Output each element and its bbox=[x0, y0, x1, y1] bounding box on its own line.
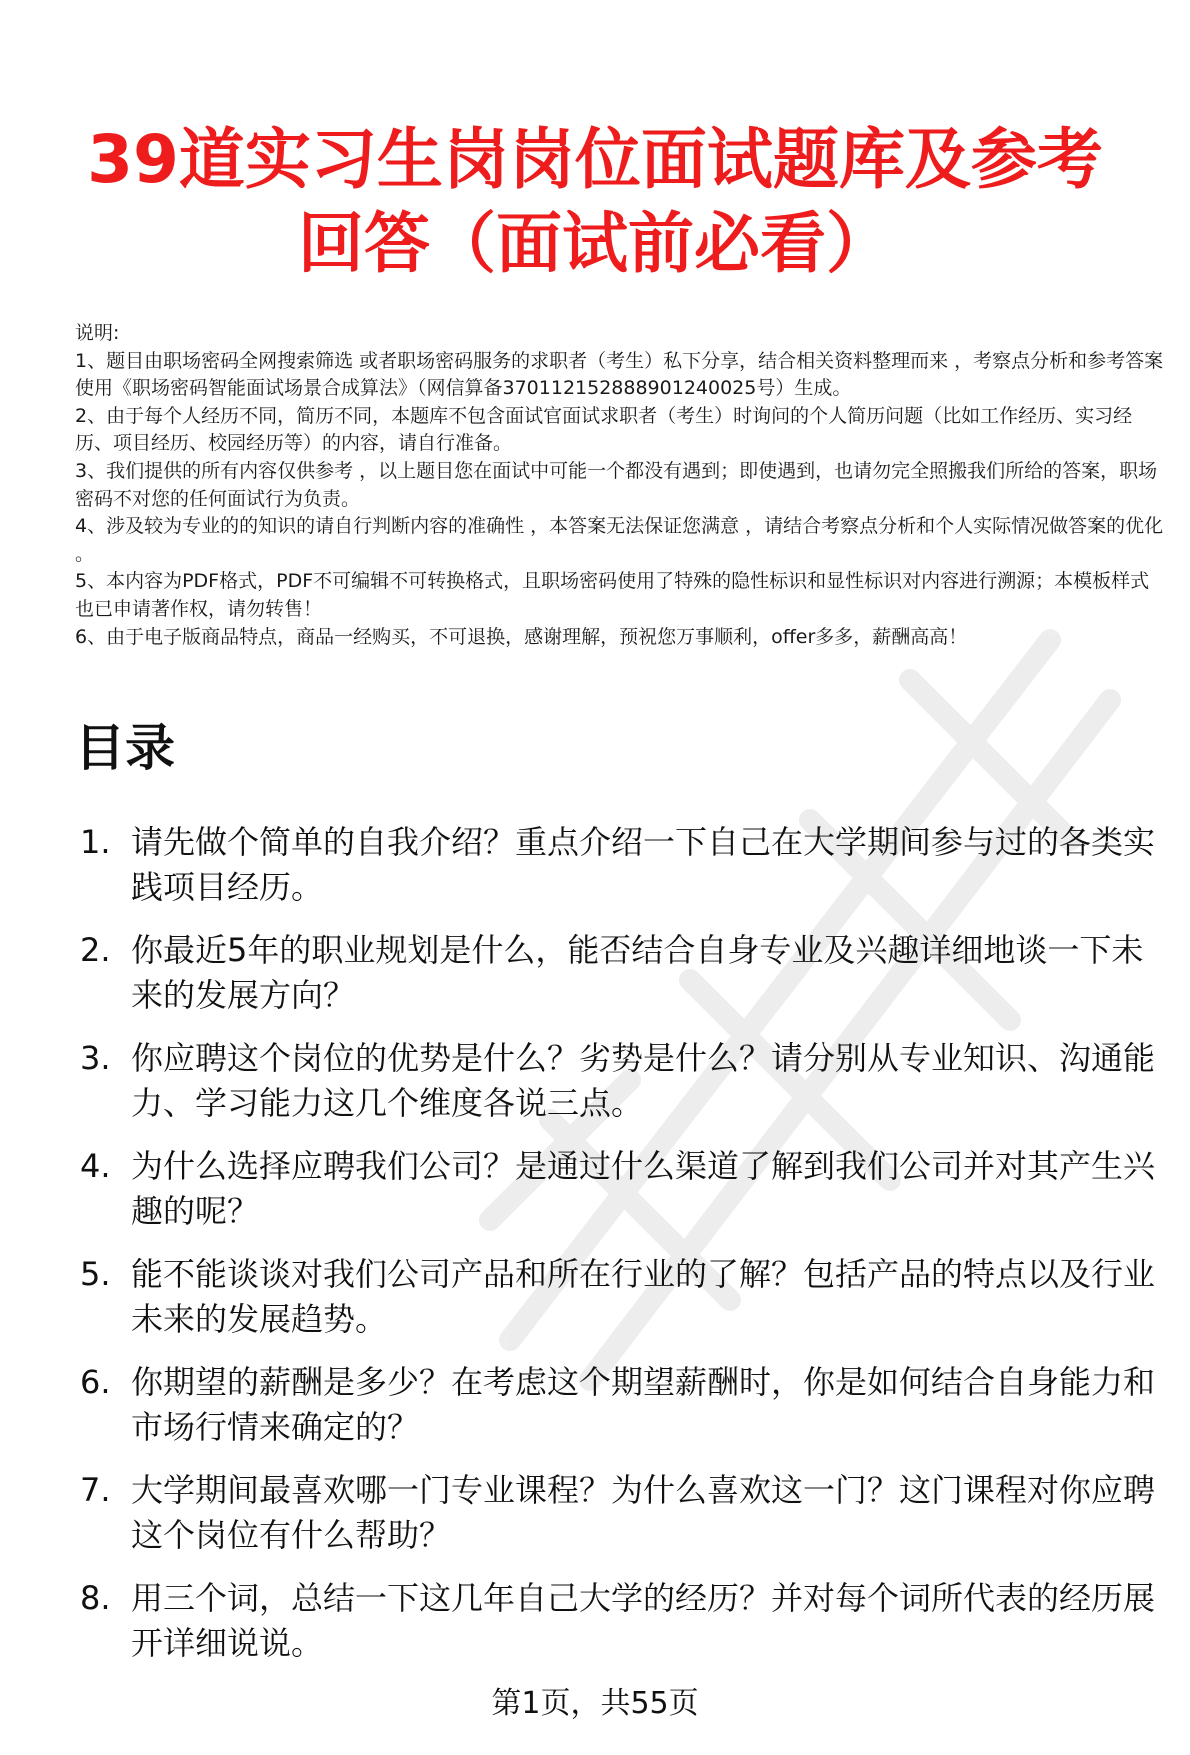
toc-item-number: 7. bbox=[80, 1471, 111, 1509]
toc-item-number: 6. bbox=[80, 1363, 111, 1401]
toc-item-number: 1. bbox=[80, 823, 111, 861]
toc-item-number: 3. bbox=[80, 1039, 111, 1077]
toc-item[interactable] bbox=[75, 1252, 1170, 1342]
toc-item[interactable] bbox=[75, 820, 1170, 910]
toc-item-text: 为什么选择应聘我们公司？是通过什么渠道了解到我们公司并对其产生兴趣的呢？ bbox=[131, 1147, 1156, 1230]
toc-item[interactable] bbox=[75, 928, 1170, 1018]
notes-section bbox=[75, 320, 1165, 651]
toc-item-text: 你最近5年的职业规划是什么，能否结合自身专业及兴趣详细地谈一下未来的发展方向？ bbox=[131, 931, 1144, 1014]
toc-item[interactable] bbox=[75, 1360, 1170, 1450]
toc-item-text: 你期望的薪酬是多少？在考虑这个期望薪酬时，你是如何结合自身能力和市场行情来确定的？ bbox=[131, 1363, 1156, 1446]
note-item: 1、题目由职场密码全网搜索筛选 或者职场密码服务的求职者（考生）私下分享，结合相关资料整理而来 ，考察点分析和参考答案使用《职场密码智能面试场景合成算法》（网信算备370112152888901240025号）生成。 bbox=[75, 349, 1164, 400]
toc-item[interactable] bbox=[75, 1468, 1170, 1558]
note-item: 6、由于电子版商品特点，商品一经购买，不可退换，感谢理解，预祝您万事顺利，offer多多，薪酬高高！ bbox=[75, 625, 968, 648]
toc-item-number: 5. bbox=[80, 1255, 111, 1293]
toc-item[interactable] bbox=[75, 1144, 1170, 1234]
toc-item-text: 用三个词，总结一下这几年自己大学的经历？并对每个词所代表的经历展开详细说说。 bbox=[131, 1579, 1156, 1662]
toc-item-number: 2. bbox=[80, 931, 111, 969]
toc-list bbox=[75, 820, 1170, 1684]
toc-item[interactable] bbox=[75, 1036, 1170, 1126]
note-item: 4、涉及较为专业的的知识的请自行判断内容的准确性 ，本答案无法保证您满意 ，请结合考察点分析和个人实际情况做答案的优化 。 bbox=[75, 515, 1164, 565]
document-title: 39道实习生岗岗位面试题库及参考回答（面试前必看） bbox=[87, 121, 1103, 282]
note-item: 5、本内容为PDF格式，PDF不可编辑不可转换格式，且职场密码使用了特殊的隐性标识和显性标识对内容进行溯源；本模板样式也已申请著作权，请勿转售！ bbox=[75, 570, 1150, 620]
notes-heading: 说明: bbox=[75, 322, 120, 344]
note-item: 2、由于每个人经历不同，简历不同，本题库不包含面试官面试求职者（考生）时询问的个人简历问题（比如工作经历、实习经历、项目经历、校园经历等）的内容，请自行准备。 bbox=[75, 404, 1133, 455]
toc-item-number: 8. bbox=[80, 1579, 111, 1617]
page-footer: 第1页，共55页 bbox=[491, 1686, 699, 1721]
toc-item-text: 能不能谈谈对我们公司产品和所在行业的了解？包括产品的特点以及行业未来的发展趋势。 bbox=[131, 1255, 1156, 1338]
toc-heading: 目录 bbox=[75, 719, 175, 777]
note-item: 3、我们提供的所有内容仅供参考 ，以上题目您在面试中可能一个都没有遇到；即使遇到，也请勿完全照搬我们所给的答案，职场密码不对您的任何面试行为负责。 bbox=[75, 459, 1158, 510]
toc-item-text: 大学期间最喜欢哪一门专业课程？为什么喜欢这一门？这门课程对你应聘这个岗位有什么帮助？ bbox=[131, 1471, 1156, 1554]
toc-item-text: 请先做个简单的自我介绍？重点介绍一下自己在大学期间参与过的各类实践项目经历。 bbox=[131, 823, 1156, 906]
toc-item[interactable] bbox=[75, 1576, 1170, 1666]
toc-item-text: 你应聘这个岗位的优势是什么？劣势是什么？请分别从专业知识、沟通能力、学习能力这几个维度各说三点。 bbox=[131, 1039, 1156, 1122]
toc-item-number: 4. bbox=[80, 1147, 111, 1185]
